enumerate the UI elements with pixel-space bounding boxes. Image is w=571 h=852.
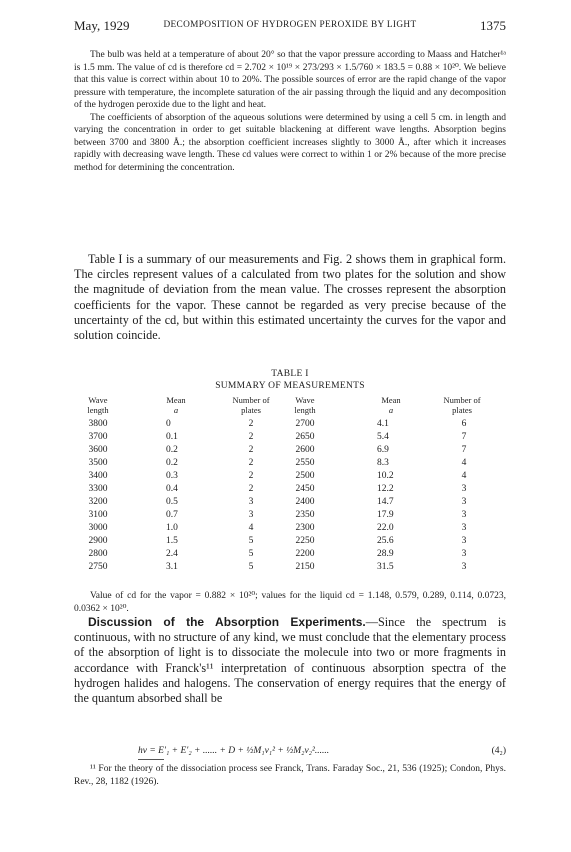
cell-mean-a: 0.7 (166, 510, 178, 520)
col-header-wave-length-2: Wave length (294, 395, 316, 415)
cell-mean-a-2: 12.2 (377, 484, 394, 494)
equation-number: (4₂) (491, 746, 506, 756)
cell-plates: 5 (248, 549, 254, 559)
cell-mean-a-2: 31.5 (377, 562, 394, 572)
page-number: 1375 (480, 18, 506, 33)
running-header (74, 18, 506, 36)
table-body (74, 418, 506, 574)
discussion-section (74, 615, 506, 706)
cell-plates-2: 3 (461, 484, 467, 494)
cell-wave-length: 3100 (88, 510, 108, 520)
col-header-mean: Mean a (166, 395, 186, 415)
table-row (74, 535, 506, 548)
footnote-rule (138, 759, 164, 760)
cell-plates-2: 4 (461, 471, 467, 481)
cell-plates-2: 7 (461, 445, 467, 455)
table-header-row (74, 396, 506, 418)
cell-wave-length-2: 2350 (295, 510, 315, 520)
table-row (74, 522, 506, 535)
cell-wave-length-2: 2550 (295, 458, 315, 468)
cell-plates: 5 (248, 562, 254, 572)
paragraph-vapor-pressure: The bulb was held at a temperature of about 20° so that the vapor pressure according to Maass and Hatcher¹ᵃ is 1.5 mm. The value of cd is therefore cd = 2.702 × 10¹⁹ × 273/293 × 1.5/760 × 183.5 = 0.88 × 10²⁰. We believe that this value is correct within about 10 to 20%. The possible sources of error are the rapid change of the vapor pressure with temperature, the incomplete saturation of the air passing through the liquid and any decomposition of the hydrogen peroxide due to the light and heat. (74, 50, 506, 110)
cell-plates: 3 (248, 510, 254, 520)
table-row (74, 444, 506, 457)
summary-text (74, 252, 506, 343)
footnote-11: ¹¹ For the theory of the dissociation process see Franck, Trans. Faraday Soc., 21, 536 (1925); Condon, Phys. Rev., 28, 1182 (1926). (74, 764, 506, 787)
cell-mean-a-2: 17.9 (377, 510, 394, 520)
cell-wave-length-2: 2600 (295, 445, 315, 455)
table-row (74, 470, 506, 483)
cell-wave-length: 3400 (88, 471, 108, 481)
cell-plates: 2 (248, 432, 254, 442)
cell-mean-a: 0.5 (166, 497, 178, 507)
equation-text: hν = E′₁ + E′₂ + ...... + D + ½M₁v₁² + ½M₂v₂²...... (138, 746, 330, 756)
cell-plates-2: 3 (461, 510, 467, 520)
cell-wave-length-2: 2400 (295, 497, 315, 507)
cell-wave-length: 3500 (88, 458, 108, 468)
cell-mean-a: 0.4 (166, 484, 178, 494)
cell-mean-a-2: 10.2 (377, 471, 394, 481)
cell-plates-2: 3 (461, 562, 467, 572)
header-date: May, 1929 (74, 18, 130, 33)
cell-mean-a: 0 (166, 419, 171, 429)
cell-plates: 2 (248, 484, 254, 494)
cell-mean-a-2: 4.1 (377, 419, 389, 429)
discussion-heading: Discussion of the Absorption Experiments. (88, 615, 366, 629)
cell-mean-a-2: 8.3 (377, 458, 389, 468)
cell-wave-length: 3600 (88, 445, 108, 455)
cell-mean-a-2: 25.6 (377, 536, 394, 546)
discussion-paragraph (74, 615, 506, 706)
cell-mean-a: 3.1 (166, 562, 178, 572)
cell-plates-2: 4 (461, 458, 467, 468)
measurements-table (74, 396, 506, 574)
discussion-text: —Since the spectrum is continuous, with no structure of any kind, we must conclude that the elementary process of the absorption of light is to dissociate the molecule into two or more fragments in accordance with Franck's¹¹ interpretation of continuous absorption spectra of the hydrogen halides and halogens. The conservation of energy requires that the energy of the quantum absorbed shall be (74, 615, 506, 706)
paragraph-table-summary: Table I is a summary of our measurements and Fig. 2 shows them in graphical form. The circles represent values of a calculated from two plates for the solution and show the magnitude of deviation from the mean value. The crosses represent the absorption coefficients for the vapor. These cannot be regarded as very precise because of the uncertainty of the cd, but within this estimated uncertainty the curves for the vapor and solution coincide. (74, 252, 506, 343)
table-row (74, 496, 506, 509)
table-label: TABLE I (271, 369, 309, 379)
table-row (74, 418, 506, 431)
cell-wave-length: 2800 (88, 549, 108, 559)
cell-plates: 2 (248, 471, 254, 481)
table-caption (74, 368, 506, 392)
cell-mean-a-2: 6.9 (377, 445, 389, 455)
cell-wave-length-2: 2200 (295, 549, 315, 559)
table-note (74, 590, 506, 615)
cell-mean-a-2: 5.4 (377, 432, 389, 442)
table-note-text: Value of cd for the vapor = 0.882 × 10²⁰; values for the liquid cd = 1.148, 0.579, 0.289, 0.114, 0.0723, 0.0362 × 10²⁰. (74, 591, 506, 614)
col-header-number-of-plates: Number of plates (232, 395, 270, 415)
cell-plates: 3 (248, 497, 254, 507)
cell-wave-length-2: 2500 (295, 471, 315, 481)
cell-plates-2: 3 (461, 536, 467, 546)
cell-wave-length-2: 2150 (295, 562, 315, 572)
table-row (74, 431, 506, 444)
table-title: SUMMARY OF MEASUREMENTS (215, 381, 365, 391)
cell-mean-a: 0.3 (166, 471, 178, 481)
cell-plates: 5 (248, 536, 254, 546)
cell-wave-length: 2750 (88, 562, 108, 572)
experimental-details (74, 49, 506, 174)
table-row (74, 548, 506, 561)
cell-plates: 2 (248, 419, 254, 429)
cell-plates: 4 (248, 523, 254, 533)
paragraph-absorption-coefficients: The coefficients of absorption of the aqueous solutions were determined by using a cell 5 cm. in length and varying the concentration in order to get suitable blackening at different wave lengths. Absorption begins between 3700 and 3800 Å.; the absorption coefficient increases slightly to 3000 Å., after which it increases rapidly with decreasing wave length. These cd values were correct to within 1 or 2% because of the more precise method for determining the concentration. (74, 112, 506, 173)
table-row (74, 457, 506, 470)
table-row (74, 509, 506, 522)
cell-plates-2: 3 (461, 497, 467, 507)
cell-wave-length: 3300 (88, 484, 108, 494)
cell-plates: 2 (248, 445, 254, 455)
cell-wave-length-2: 2700 (295, 419, 315, 429)
cell-plates-2: 7 (461, 432, 467, 442)
cell-wave-length-2: 2250 (295, 536, 315, 546)
cell-wave-length: 3700 (88, 432, 108, 442)
col-header-wave-length: Wave length (87, 395, 109, 415)
cell-wave-length: 3000 (88, 523, 108, 533)
cell-wave-length: 3800 (88, 419, 108, 429)
col-header-mean-2: Mean a (381, 395, 401, 415)
cell-plates-2: 3 (461, 549, 467, 559)
cell-mean-a-2: 28.9 (377, 549, 394, 559)
cell-mean-a: 1.5 (166, 536, 178, 546)
footnotes (74, 763, 506, 788)
cell-mean-a: 1.0 (166, 523, 178, 533)
cell-mean-a-2: 22.0 (377, 523, 394, 533)
cell-plates: 2 (248, 458, 254, 468)
cell-wave-length-2: 2650 (295, 432, 315, 442)
cell-wave-length: 3200 (88, 497, 108, 507)
cell-mean-a: 0.1 (166, 432, 178, 442)
header-title: DECOMPOSITION OF HYDROGEN PEROXIDE BY LIGHT (163, 20, 417, 30)
cell-mean-a: 0.2 (166, 445, 178, 455)
cell-wave-length-2: 2450 (295, 484, 315, 494)
col-header-number-of-plates-2: Number of plates (443, 395, 481, 415)
equation (138, 746, 506, 756)
cell-mean-a: 0.2 (166, 458, 178, 468)
cell-mean-a-2: 14.7 (377, 497, 394, 507)
table-row (74, 483, 506, 496)
cell-mean-a: 2.4 (166, 549, 178, 559)
cell-wave-length: 2900 (88, 536, 108, 546)
cell-plates-2: 6 (461, 419, 467, 429)
table-row (74, 561, 506, 574)
cell-plates-2: 3 (461, 523, 467, 533)
cell-wave-length-2: 2300 (295, 523, 315, 533)
